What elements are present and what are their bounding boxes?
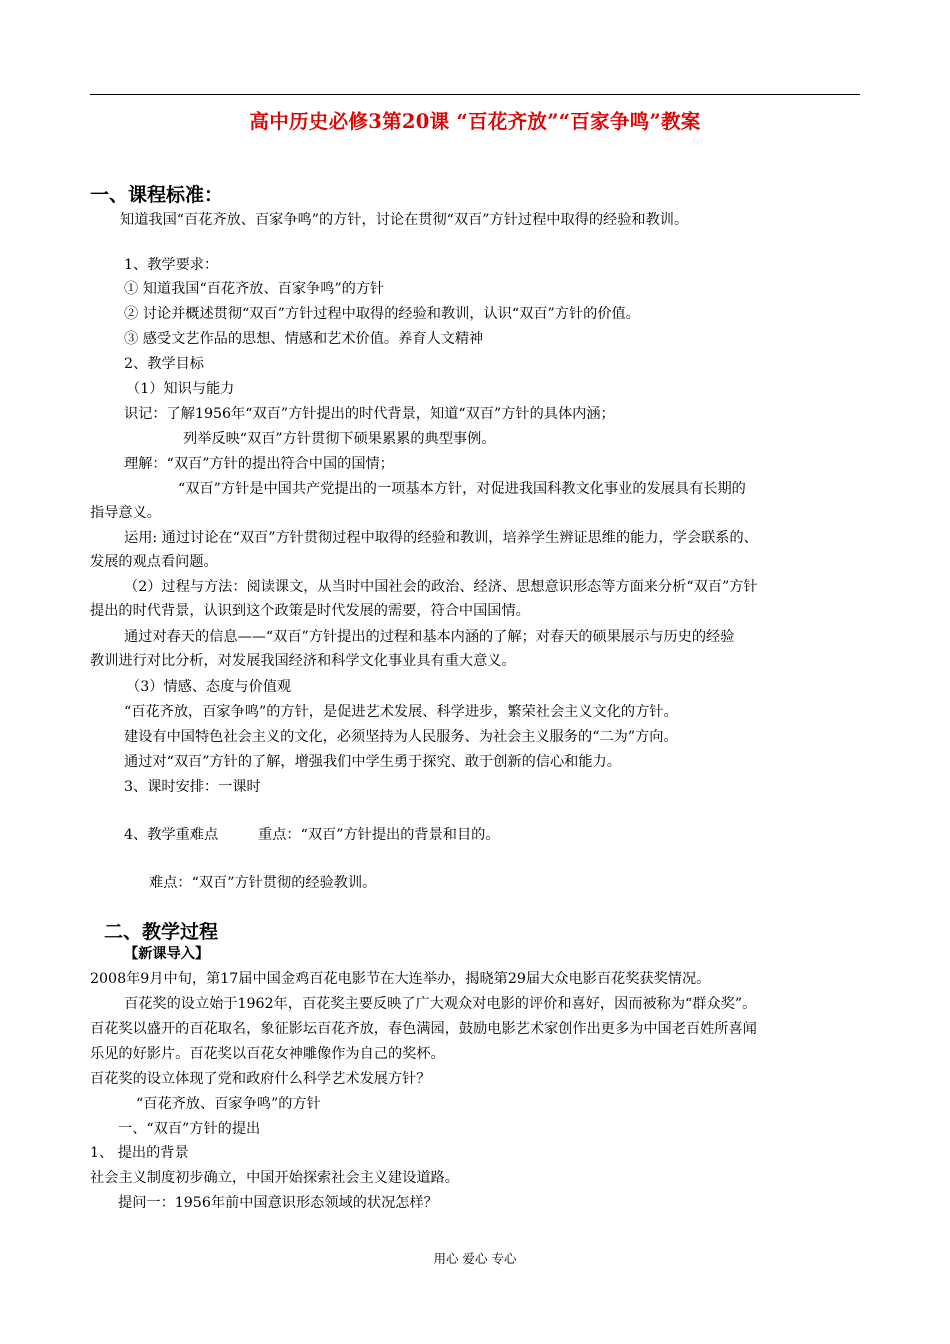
requirement-1: ① 知道我国“百花齐放、百家争鸣”的方针 bbox=[124, 281, 385, 297]
goals-title: 2、教学目标 bbox=[124, 356, 204, 372]
knowledge-understand-1: 理解：“双百”方针的提出符合中国的国情； bbox=[124, 456, 394, 472]
process-line-8: 1、 提出的背景 bbox=[90, 1145, 189, 1161]
emotion-3: 通过对“双百”方针的了解，增强我们中学生勇于探究、敢于创新的信心和能力。 bbox=[124, 754, 621, 770]
requirement-2: ② 讨论并概述贯彻“双百”方针过程中取得的经验和教训，认识“双百”方针的价值。 bbox=[124, 306, 640, 322]
process-line-3: 百花奖以盛开的百花取名，象征影坛百花齐放，春色满园，鼓励电影艺术家创作出更多为中国老百姓所喜闻 bbox=[90, 1021, 757, 1037]
process-2: 提出的时代背景，认识到这个政策是时代发展的需要，符合中国国情。 bbox=[90, 603, 530, 619]
standard-intro: 知道我国“百花齐放、百家争鸣”的方针，讨论在贯彻“双百”方针过程中取得的经验和教训。 bbox=[120, 212, 689, 228]
process-1: （2）过程与方法：阅读课文，从当时中国社会的政治、经济、思想意识形态等方面来分析“双百”方针 bbox=[124, 579, 758, 595]
process-line-9: 社会主义制度初步确立，中国开始探索社会主义建设道路。 bbox=[90, 1170, 459, 1186]
header-rule bbox=[90, 94, 860, 95]
difficult-point: 难点：“双百”方针贯彻的经验教训。 bbox=[149, 875, 377, 891]
intro-label: 【新课导入】 bbox=[124, 946, 210, 962]
section-1-heading: 一、课程标准： bbox=[90, 184, 224, 206]
schedule: 3、课时安排：一课时 bbox=[124, 779, 261, 795]
section-2-heading: 二、教学过程 bbox=[104, 921, 219, 943]
document-title: 高中历史必修3第20课 “百花齐放”“百家争鸣”教案 bbox=[249, 110, 701, 133]
process-line-5: 百花奖的设立体现了党和政府什么科学艺术发展方针？ bbox=[90, 1071, 431, 1087]
emotion-2: 建设有中国特色社会主义的文化，必须坚持为人民服务、为社会主义服务的“二为”方向。 bbox=[124, 729, 678, 745]
process-line-2: 百花奖的设立始于1962年，百花奖主要反映了广大观众对电影的评价和喜好，因而被称为“群众奖”。 bbox=[124, 996, 757, 1012]
process-line-10: 提问一：1956年前中国意识形态领域的状况怎样？ bbox=[118, 1195, 438, 1211]
knowledge-recall-2: 列举反映“双百”方针贯彻下硕果累累的典型事例。 bbox=[183, 431, 496, 447]
knowledge-title: （1）知识与能力 bbox=[126, 381, 235, 397]
process-line-4: 乐见的好影片。百花奖以百花女神雕像作为自己的奖杯。 bbox=[90, 1046, 445, 1062]
requirements-title: 1、教学要求： bbox=[124, 257, 219, 273]
emotion-title: （3）情感、态度与价值观 bbox=[126, 679, 292, 695]
knowledge-understand-2: “双百”方针是中国共产党提出的一项基本方针，对促进我国科教文化事业的发展具有长期的 bbox=[178, 481, 746, 497]
knowledge-understand-3: 指导意义。 bbox=[90, 505, 161, 521]
process-4: 教训进行对比分析，对发展我国经济和科学文化事业具有重大意义。 bbox=[90, 653, 516, 669]
knowledge-apply-2: 发展的观点看问题。 bbox=[90, 554, 218, 570]
knowledge-recall-1: 识记：了解1956年“双百”方针提出的时代背景，知道“双百”方针的具体内涵； bbox=[124, 406, 615, 422]
requirement-3: ③ 感受文艺作品的思想、情感和艺术价值。养育人文精神 bbox=[124, 331, 484, 347]
page-footer: 用心 爱心 专心 bbox=[433, 1251, 517, 1266]
knowledge-apply-1: 运用: 通过讨论在“双百”方针贯彻过程中取得的经验和教训，培养学生辨证思维的能力，学会联系的、 bbox=[124, 530, 758, 546]
process-line-1: 2008年9月中旬，第17届中国金鸡百花电影节在大连举办，揭晓第29届大众电影百花奖获奖情况。 bbox=[90, 971, 711, 987]
process-line-6: “百花齐放、百家争鸣”的方针 bbox=[136, 1096, 321, 1112]
process-3: 通过对春天的信息——“双百”方针提出的过程和基本内涵的了解；对春天的硕果展示与历史的经验 bbox=[124, 629, 735, 645]
key-point: 重点：“双百”方针提出的背景和目的。 bbox=[258, 827, 500, 843]
key-points-label: 4、教学重难点 bbox=[124, 827, 219, 843]
process-line-7: 一、“双百”方针的提出 bbox=[118, 1121, 261, 1137]
emotion-1: “百花齐放，百家争鸣”的方针，是促进艺术发展、科学进步，繁荣社会主义文化的方针。 bbox=[124, 704, 678, 720]
